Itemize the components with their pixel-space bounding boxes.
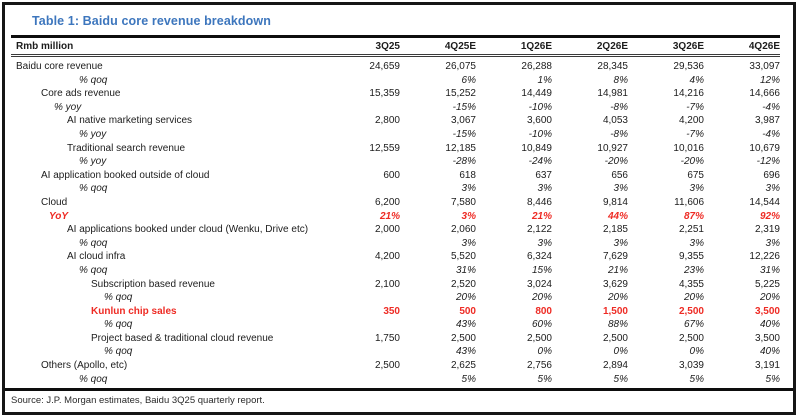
cell: 5% xyxy=(613,373,628,385)
cell: 4,200 xyxy=(374,251,400,263)
cell: 23% xyxy=(683,264,704,276)
cell: 20% xyxy=(531,292,552,304)
cell: -15% xyxy=(452,101,476,113)
cell: 618 xyxy=(459,169,476,181)
cell: 2,251 xyxy=(678,224,704,236)
cell: 6,324 xyxy=(526,251,552,263)
cell: 20% xyxy=(683,292,704,304)
row-label: Cloud xyxy=(41,196,68,208)
table-frame xyxy=(2,2,796,415)
cell: 656 xyxy=(611,169,628,181)
cell: 9,355 xyxy=(678,251,704,263)
table-body xyxy=(11,58,780,388)
row-label: % yoy xyxy=(54,101,82,113)
row-label: Core ads revenue xyxy=(41,88,121,100)
row-label: % qoq xyxy=(104,346,133,358)
table-row xyxy=(11,101,780,115)
cell: 44% xyxy=(607,210,628,222)
cell: 2,000 xyxy=(374,224,400,236)
cell: 40% xyxy=(759,319,780,331)
row-label: % qoq xyxy=(79,183,108,195)
table-row xyxy=(11,237,780,251)
cell: 21% xyxy=(379,210,400,222)
cell: 15,252 xyxy=(445,88,476,100)
cell: 14,216 xyxy=(673,88,704,100)
cell: 2,122 xyxy=(526,224,552,236)
cell: 3,600 xyxy=(526,115,552,127)
cell: 637 xyxy=(535,169,552,181)
row-label: Kunlun chip sales xyxy=(91,305,177,317)
cell: 9,814 xyxy=(602,196,628,208)
cell: 33,097 xyxy=(749,61,780,72)
cell: -10% xyxy=(528,128,552,140)
row-label: % qoq xyxy=(79,237,108,249)
cell: 2,500 xyxy=(374,360,400,372)
cell: 31% xyxy=(759,264,780,276)
cell: 11,606 xyxy=(674,196,704,208)
table-row xyxy=(11,142,780,156)
cell: -20% xyxy=(604,156,628,168)
cell: 600 xyxy=(383,169,400,181)
cell: 5% xyxy=(765,373,780,385)
cell: 40% xyxy=(759,346,780,358)
cell: 12,559 xyxy=(369,142,400,154)
cell: -8% xyxy=(610,101,628,113)
cell: 88% xyxy=(607,319,628,331)
cell: 3% xyxy=(613,237,628,249)
cell: 500 xyxy=(459,305,476,317)
cell: 43% xyxy=(455,346,476,358)
row-label: % yoy xyxy=(79,128,107,140)
header-col-4q26e: 4Q26E xyxy=(748,40,780,52)
table-row xyxy=(11,373,780,387)
table-row xyxy=(11,210,780,224)
cell: 26,288 xyxy=(521,61,552,72)
row-label: % qoq xyxy=(79,373,108,385)
cell: 2,625 xyxy=(450,360,476,372)
table-row xyxy=(11,223,780,237)
cell: 2,500 xyxy=(602,332,628,344)
cell: 10,849 xyxy=(521,142,552,154)
cell: -24% xyxy=(528,156,552,168)
cell: -12% xyxy=(756,156,780,168)
source-note: Source: J.P. Morgan estimates, Baidu 3Q25 quarterly report. xyxy=(5,388,793,412)
cell: 3% xyxy=(689,183,704,195)
cell: 3% xyxy=(765,183,780,195)
cell: 0% xyxy=(537,346,552,358)
header-col-2q26e: 2Q26E xyxy=(596,40,628,52)
cell: 8,446 xyxy=(526,196,552,208)
cell: -20% xyxy=(680,156,704,168)
cell: 5% xyxy=(461,373,476,385)
cell: 3% xyxy=(689,237,704,249)
cell: 3,191 xyxy=(754,360,780,372)
cell: 14,449 xyxy=(521,88,552,100)
row-label: AI native marketing services xyxy=(67,115,193,127)
cell: 20% xyxy=(607,292,628,304)
table-row xyxy=(11,332,780,346)
cell: 7,580 xyxy=(450,196,476,208)
cell: 5,225 xyxy=(754,278,780,290)
cell: 5,520 xyxy=(450,251,476,263)
cell: 87% xyxy=(683,210,704,222)
cell: 20% xyxy=(455,292,476,304)
cell: 3,024 xyxy=(526,278,552,290)
row-label: AI cloud infra xyxy=(67,251,126,263)
cell: 12,185 xyxy=(445,142,476,154)
cell: 14,544 xyxy=(749,196,780,208)
table-row xyxy=(11,114,780,128)
header-col-4q25e: 4Q25E xyxy=(444,40,476,52)
table-row xyxy=(11,345,780,359)
row-label: AI applications booked under cloud (Wenku, Drive etc) xyxy=(67,224,309,236)
row-label: % qoq xyxy=(79,74,108,86)
cell: 12,226 xyxy=(749,251,780,263)
cell: 3% xyxy=(537,183,552,195)
cell: -8% xyxy=(610,128,628,140)
cell: 3% xyxy=(765,237,780,249)
cell: 31% xyxy=(455,264,476,276)
table-row xyxy=(11,74,780,88)
cell: -4% xyxy=(762,101,780,113)
cell: -28% xyxy=(452,156,476,168)
cell: 1,750 xyxy=(374,332,400,344)
table-row xyxy=(11,128,780,142)
cell: 26,075 xyxy=(445,61,476,72)
row-label: % qoq xyxy=(104,292,133,304)
table-row xyxy=(11,305,780,319)
table-row xyxy=(11,291,780,305)
row-label: Traditional search revenue xyxy=(67,142,186,154)
cell: -15% xyxy=(452,128,476,140)
table-row xyxy=(11,264,780,278)
cell: 4,053 xyxy=(602,115,628,127)
table-row xyxy=(11,278,780,292)
row-label: % qoq xyxy=(79,264,108,276)
table-row xyxy=(11,182,780,196)
cell: 3,987 xyxy=(754,115,780,127)
cell: 21% xyxy=(531,210,552,222)
row-label: AI application booked outside of cloud xyxy=(41,169,210,181)
cell: -7% xyxy=(686,101,704,113)
cell: 800 xyxy=(535,305,552,317)
cell: 3% xyxy=(537,237,552,249)
table-header-row xyxy=(11,35,780,55)
cell: 14,981 xyxy=(597,88,628,100)
cell: 675 xyxy=(687,169,704,181)
cell: 0% xyxy=(613,346,628,358)
row-label: % yoy xyxy=(79,156,107,168)
cell: 10,927 xyxy=(597,142,628,154)
cell: 3,039 xyxy=(678,360,704,372)
table-row xyxy=(11,359,780,373)
cell: 92% xyxy=(759,210,780,222)
cell: 2,500 xyxy=(450,332,476,344)
cell: 8% xyxy=(613,74,628,86)
cell: 24,659 xyxy=(369,61,400,72)
cell: 4,355 xyxy=(678,278,704,290)
cell: 1,500 xyxy=(602,305,628,317)
cell: 2,500 xyxy=(678,332,704,344)
cell: 4,200 xyxy=(678,115,704,127)
table-row xyxy=(11,250,780,264)
header-rmb-million: Rmb million xyxy=(16,40,74,52)
cell: 14,666 xyxy=(749,88,780,100)
table-row xyxy=(11,196,780,210)
cell: 4% xyxy=(689,74,704,86)
table-row xyxy=(11,87,780,101)
cell: 3,067 xyxy=(450,115,476,127)
cell: 1% xyxy=(537,74,552,86)
cell: 67% xyxy=(683,319,704,331)
cell: 3% xyxy=(461,237,476,249)
cell: 21% xyxy=(607,264,628,276)
cell: -10% xyxy=(528,101,552,113)
cell: 43% xyxy=(455,319,476,331)
cell: 20% xyxy=(759,292,780,304)
cell: -7% xyxy=(686,128,704,140)
cell: 5% xyxy=(537,373,552,385)
cell: 3% xyxy=(461,210,476,222)
cell: 6,200 xyxy=(374,196,400,208)
table-row xyxy=(11,60,780,74)
cell: 0% xyxy=(689,346,704,358)
cell: 2,756 xyxy=(526,360,552,372)
cell: 6% xyxy=(461,74,476,86)
header-col-3q25: 3Q25 xyxy=(375,40,400,52)
table-row xyxy=(11,169,780,183)
cell: 696 xyxy=(763,169,780,181)
cell: 12% xyxy=(759,74,780,86)
cell: 2,800 xyxy=(374,115,400,127)
cell: 2,319 xyxy=(754,224,780,236)
cell: 350 xyxy=(383,305,400,317)
table-title: Table 1: Baidu core revenue breakdown xyxy=(32,14,271,28)
cell: 29,536 xyxy=(673,61,704,72)
cell: 5% xyxy=(689,373,704,385)
cell: 7,629 xyxy=(602,251,628,263)
cell: -4% xyxy=(762,128,780,140)
cell: 2,100 xyxy=(374,278,400,290)
table-row xyxy=(11,318,780,332)
cell: 15,359 xyxy=(369,88,400,100)
cell: 2,060 xyxy=(450,224,476,236)
cell: 3,500 xyxy=(754,332,780,344)
cell: 2,500 xyxy=(526,332,552,344)
row-label: YoY xyxy=(49,210,69,222)
cell: 3,629 xyxy=(602,278,628,290)
header-col-1q26e: 1Q26E xyxy=(520,40,552,52)
cell: 15% xyxy=(531,264,552,276)
row-label: % qoq xyxy=(104,319,133,331)
header-col-3q26e: 3Q26E xyxy=(672,40,704,52)
row-label: Subscription based revenue xyxy=(91,278,215,290)
cell: 2,894 xyxy=(602,360,628,372)
cell: 10,679 xyxy=(749,142,780,154)
cell: 2,500 xyxy=(678,305,704,317)
cell: 28,345 xyxy=(597,61,628,72)
header-double-rule xyxy=(11,55,780,57)
row-label: Others (Apollo, etc) xyxy=(41,360,128,372)
row-label: Baidu core revenue xyxy=(16,61,103,72)
cell: 60% xyxy=(531,319,552,331)
cell: 2,520 xyxy=(450,278,476,290)
table-row xyxy=(11,155,780,169)
cell: 3% xyxy=(613,183,628,195)
cell: 3,500 xyxy=(754,305,780,317)
cell: 10,016 xyxy=(673,142,704,154)
cell: 2,185 xyxy=(602,224,628,236)
row-label: Project based & traditional cloud revenue xyxy=(91,332,274,344)
cell: 3% xyxy=(461,183,476,195)
revenue-table xyxy=(11,35,780,388)
